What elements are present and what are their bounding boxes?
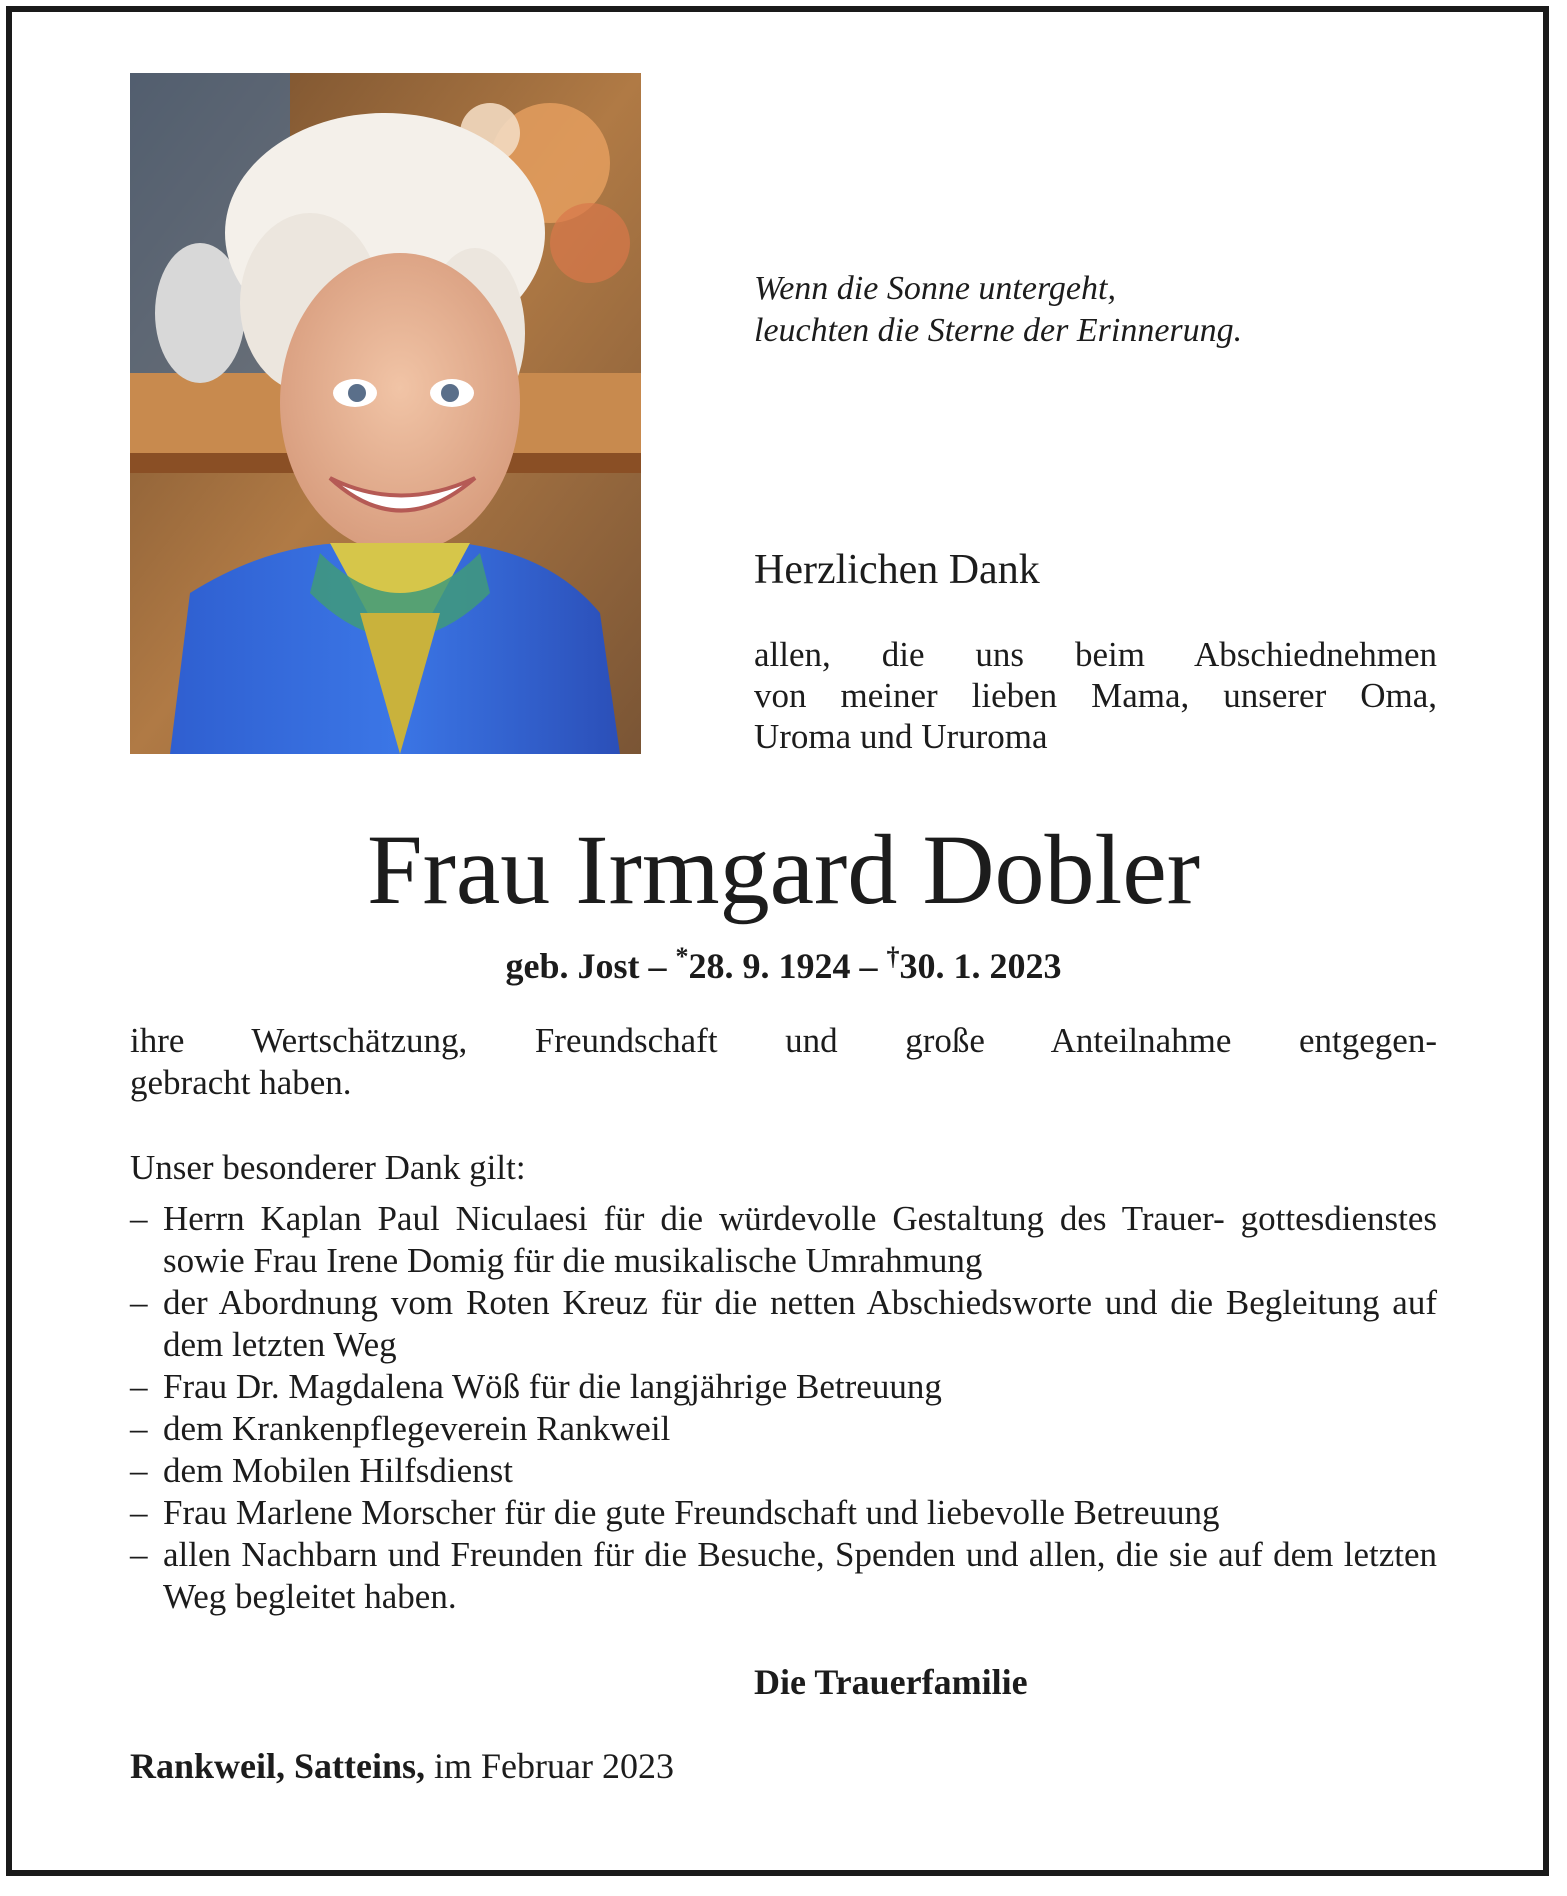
place-date-line [130,1743,1030,1789]
special-thanks-list [130,1198,1437,1618]
list-item-text: dem Krankenpflegeverein Rankweil [163,1409,671,1448]
list-item [130,1534,1437,1618]
date-separator: – [859,946,878,986]
thanks-text [754,634,1437,757]
body-line-1: ihre Wertschätzung, Freundschaft und große Anteilnahme entgegen- [130,1021,1437,1060]
list-item-text: der Abordnung vom Roten Kreuz für die netten Abschiedsworte und die Begleitung auf dem letzten Weg [163,1283,1437,1364]
thanks-line-2: von meiner lieben Mama, unserer Oma, [754,676,1437,715]
list-dash: – [130,1367,148,1406]
list-item-text: Frau Dr. Magdalena Wöß für die langjährige Betreuung [163,1367,942,1406]
list-dash: – [130,1451,148,1490]
body-line-2: gebracht haben. [130,1063,352,1102]
date-separator: – [648,946,667,986]
thanks-line-1: allen, die uns beim Abschiednehmen [754,635,1437,674]
list-item [130,1282,1437,1366]
death-symbol: † [886,942,900,971]
list-item [130,1492,1437,1534]
birth-date: 28. 9. 1924 [688,946,851,986]
portrait-photo [130,73,641,754]
list-item-text: dem Mobilen Hilfsdienst [163,1451,513,1490]
list-item [130,1198,1437,1282]
deceased-dates [0,934,1567,989]
list-item-text: allen Nachbarn und Freunden für die Besuche, Spenden und allen, die sie auf dem letzten Weg begleitet haben. [163,1535,1437,1616]
signature: Die Trauerfamilie [754,1662,1028,1702]
list-item [130,1408,1437,1450]
thanks-line-3: Uroma und Ururoma [754,717,1048,756]
portrait-photo-icon [130,73,641,754]
death-date: 30. 1. 2023 [899,946,1062,986]
list-item [130,1450,1437,1492]
quote-line-1: Wenn die Sonne untergeht, [754,270,1116,307]
birth-symbol: * [675,942,689,971]
list-dash: – [130,1493,148,1532]
place-towns: Rankweil, Satteins, [130,1746,426,1786]
list-dash: – [130,1283,148,1322]
body-text [130,1020,1437,1104]
deceased-name: Frau Irmgard Dobler [366,814,1201,925]
list-item [130,1366,1437,1408]
list-item-text: Herrn Kaplan Paul Niculaesi für die würdevolle Gestaltung des Trauer- gottesdienstes sowie Frau Irene Domig für die musikalische Umrahmung [163,1199,1437,1280]
list-dash: – [130,1199,148,1238]
list-item-text: Frau Marlene Morscher für die gute Freundschaft und liebevolle Betreuung [163,1493,1220,1532]
quote-line-2: leuchten die Sterne der Erinnerung. [754,312,1243,349]
list-dash: – [130,1535,148,1574]
place-date: im Februar 2023 [434,1746,674,1786]
special-thanks-heading: Unser besonderer Dank gilt: [130,1148,526,1187]
list-dash: – [130,1409,148,1448]
maiden-name: geb. Jost [505,946,640,986]
memorial-quote [754,268,1474,352]
thanks-title: Herzlichen Dank [754,547,1040,593]
